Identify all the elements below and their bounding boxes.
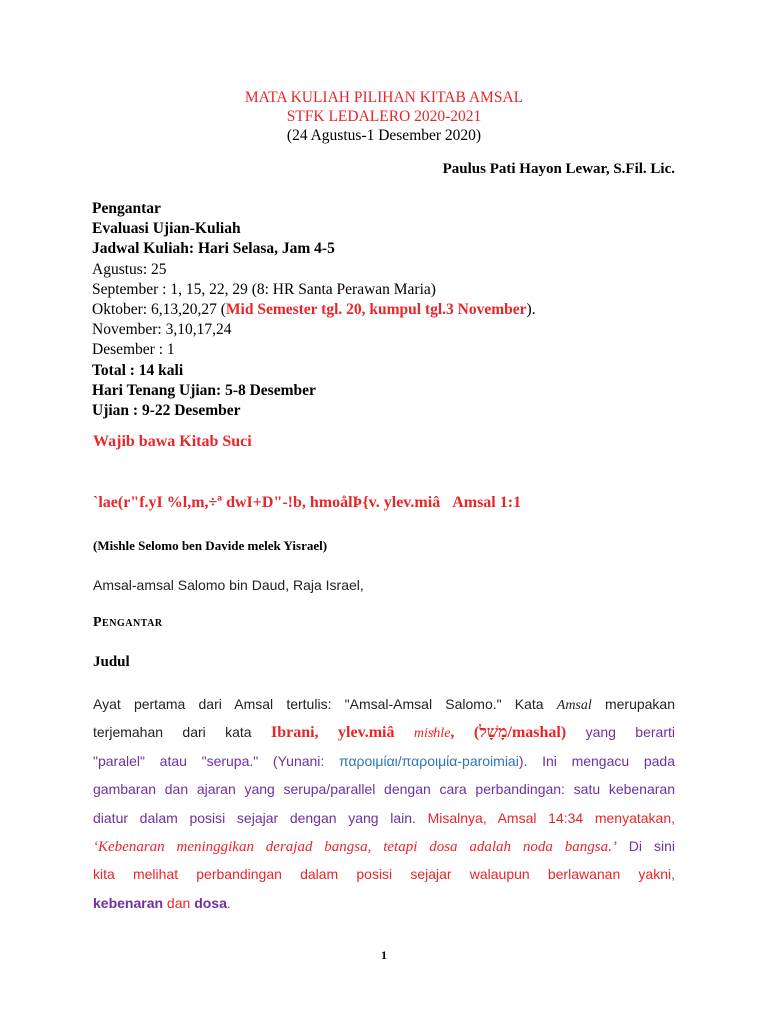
info-oktober [92, 300, 536, 320]
intro-paragraph [93, 690, 675, 917]
paragraph-line-8 [93, 889, 675, 917]
text-run: dan [163, 894, 195, 911]
info-pengantar: Pengantar [92, 200, 161, 217]
paragraph-line-4: gambaran dan ajaran yang serupa/parallel dengan cara perbandingan: satu kebenaran [93, 781, 675, 798]
subsection-title: Judul [93, 654, 130, 670]
oktober-close: ). [526, 301, 536, 319]
text-run: Ayat pertama dari Amsal tertulis: "Amsal-Amsal Salomo." Kata [93, 696, 557, 712]
mashal-term: , (מָשָׁל/mashal) [450, 724, 567, 742]
mishle-term: misͤhle [413, 726, 451, 742]
verse-reference: Amsal 1:1 [452, 494, 522, 511]
paragraph-line-7: kita melihat perbandingan dalam posisi sejajar walaupun berlawanan yakni, [93, 866, 675, 883]
info-jadwal: Jadwal Kuliah: Hari Selasa, Jam 4-5 [92, 240, 335, 258]
text-run: diatur dalam posisi sejajar dengan yang lain. [93, 809, 428, 826]
greek-term: παροιμίαι/παροιμία-paroimiai [339, 752, 519, 769]
oktober-dates: Oktober: 6,13,20,27 ( [92, 301, 226, 319]
course-title: MATA KULIAH PILIHAN KITAB AMSAL [244, 89, 524, 106]
text-run: . [226, 894, 231, 911]
bible-required-note: Wajib bawa Kitab Suci [93, 433, 252, 450]
quote-text: ‘Kebenaran meninggikan derajad bangsa, tetapi dosa adalah noda bangsa.’ [93, 838, 617, 855]
hebrew-verse [93, 494, 521, 512]
text-run: yang berarti [566, 724, 675, 741]
text-run: "paralel" atau "serupa." (Yunani: [93, 752, 339, 769]
paragraph-line-6 [93, 832, 675, 860]
dosa-term: dosa [194, 894, 227, 911]
course-info [92, 199, 536, 421]
info-desember: Desember : 1 [92, 341, 175, 359]
hebrew-encoded-text: `lae(r"f.yI %l,m,÷ª dwI+D"-!b, hmoålÞ{v. ylev.miâ [93, 494, 441, 511]
info-agustus: Agustus: 25 [92, 260, 167, 278]
author-name: Paulus Pati Hayon Lewar, S.Fil. Lic. [442, 161, 675, 177]
section-title: Pengantar [93, 615, 163, 630]
info-total: Total : 14 kali [92, 361, 184, 379]
paragraph-line-2 [93, 718, 675, 746]
info-hari-tenang: Hari Tenang Ujian: 5-8 Desember [92, 381, 316, 399]
page-number: 1 [381, 948, 387, 962]
paragraph-line-1 [93, 690, 675, 718]
info-november: November: 3,10,17,24 [92, 321, 232, 339]
text-run: merupakan [591, 696, 675, 712]
paragraph-line-3 [93, 747, 675, 775]
kebenaran-term: kebenaran [93, 894, 164, 911]
paragraph-line-5 [93, 804, 675, 832]
info-evaluasi: Evaluasi Ujian-Kuliah [92, 220, 241, 238]
text-run: ). Ini mengacu pada [518, 752, 675, 769]
transliteration: (Mishle Selomo ben Davide melek Yisrael) [93, 538, 328, 553]
course-dates: (24 Agustus-1 Desember 2020) [286, 127, 482, 144]
info-september: September : 1, 15, 22, 29 (8: HR Santa Perawan Maria) [92, 280, 436, 298]
ibrani-term: Ibrani, ylev.miâ [270, 724, 395, 742]
text-run: Misalnya, Amsal 14:34 menyatakan, [427, 809, 676, 826]
verse-translation: Amsal-amsal Salomo bin Daud, Raja Israel, [93, 577, 364, 593]
text-run: Di sini [616, 837, 675, 854]
text-run-italic: Amsal [556, 698, 592, 713]
info-ujian: Ujian : 9-22 Desember [92, 402, 241, 420]
text-run: terjemahan dari kata [93, 724, 271, 741]
mid-semester-note: Mid Semester tgl. 20, kumpul tgl.3 November [225, 301, 527, 319]
institution-year: STFK LEDALERO 2020-2021 [286, 108, 482, 125]
document-header [0, 88, 768, 145]
